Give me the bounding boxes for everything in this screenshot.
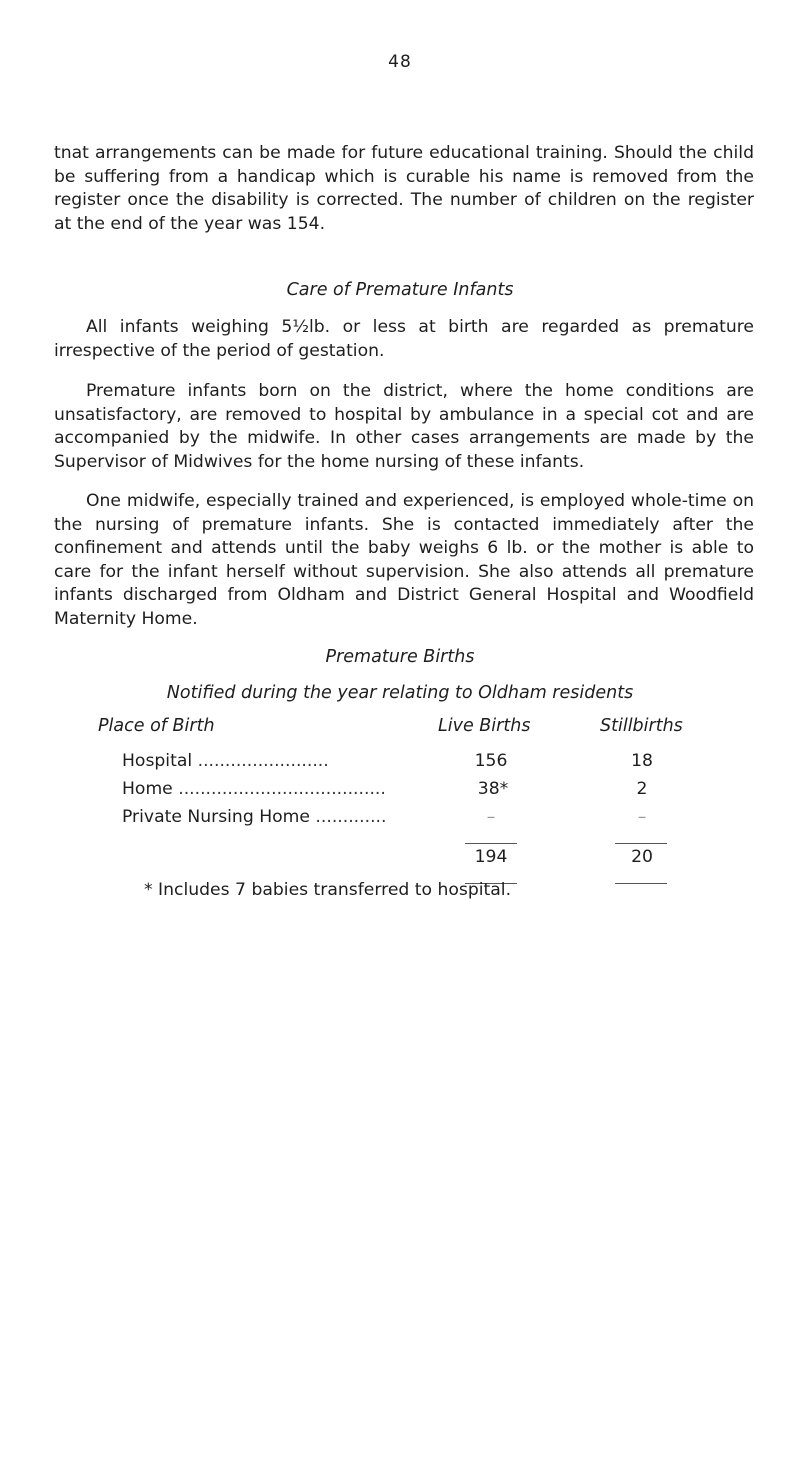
stillbirths-value: – (637, 807, 647, 827)
table-row-label (122, 779, 386, 799)
paragraph-definition: All infants weighing 5½lb. or less at birth are regarded as premature irrespective of the period of gestation. (54, 317, 754, 361)
total-rule-still-bottom (615, 883, 667, 884)
table-row-label (122, 751, 329, 771)
stillbirths-total: 20 (631, 847, 653, 867)
live-births-value: 38* (477, 779, 509, 799)
table-subtitle: Notified during the year relating to Oldham residents (166, 683, 634, 703)
section-heading: Care of Premature Infants (286, 280, 514, 300)
place-label: Hospital (122, 751, 193, 771)
stillbirths-value: 2 (636, 779, 648, 799)
page-number: 48 (388, 52, 412, 72)
live-births-value: 156 (474, 751, 508, 771)
table-title: Premature Births (325, 647, 475, 667)
table-row-label (122, 807, 386, 827)
column-header-live-births: Live Births (438, 716, 531, 736)
table-footnote: * Includes 7 babies transferred to hospital. (144, 880, 512, 900)
column-header-place: Place of Birth (98, 716, 215, 736)
place-label: Home (122, 779, 173, 799)
total-rule-still-top (615, 843, 667, 844)
leader-dots: ...................................... (172, 779, 386, 799)
stillbirths-value: 18 (631, 751, 653, 771)
place-label: Private Nursing Home (122, 807, 310, 827)
total-rule-live-top (465, 843, 517, 844)
intro-paragraph: tnat arrangements can be made for future educational training. Should the child be suffering from a handicap which is curable his name is removed from the register once the disability is corrected. The number of children on the register at the end of the year was 154. (54, 143, 754, 234)
paragraph-midwife: One midwife, especially trained and experienced, is employed whole-time on the nursing of premature infants. She is contacted immediately after the confinement and attends until the baby weighs 6 lb. or the mother is able to care for the infant herself without supervision. She also attends all premature infants discharged from Oldham and District General Hospital and Woodfield Maternity Home. (54, 491, 754, 629)
live-births-value: – (486, 807, 496, 827)
leader-dots: ........................ (192, 751, 329, 771)
live-births-total: 194 (474, 847, 508, 867)
column-header-stillbirths: Stillbirths (600, 716, 683, 736)
leader-dots: ............. (309, 807, 387, 827)
paragraph-removal: Premature infants born on the district, where the home conditions are unsatisfactory, are removed to hospital by ambulance in a special cot and are accompanied by the midwife. In other cases arrangements are made by the Supervisor of Midwives for the home nursing of these infants. (54, 381, 754, 472)
